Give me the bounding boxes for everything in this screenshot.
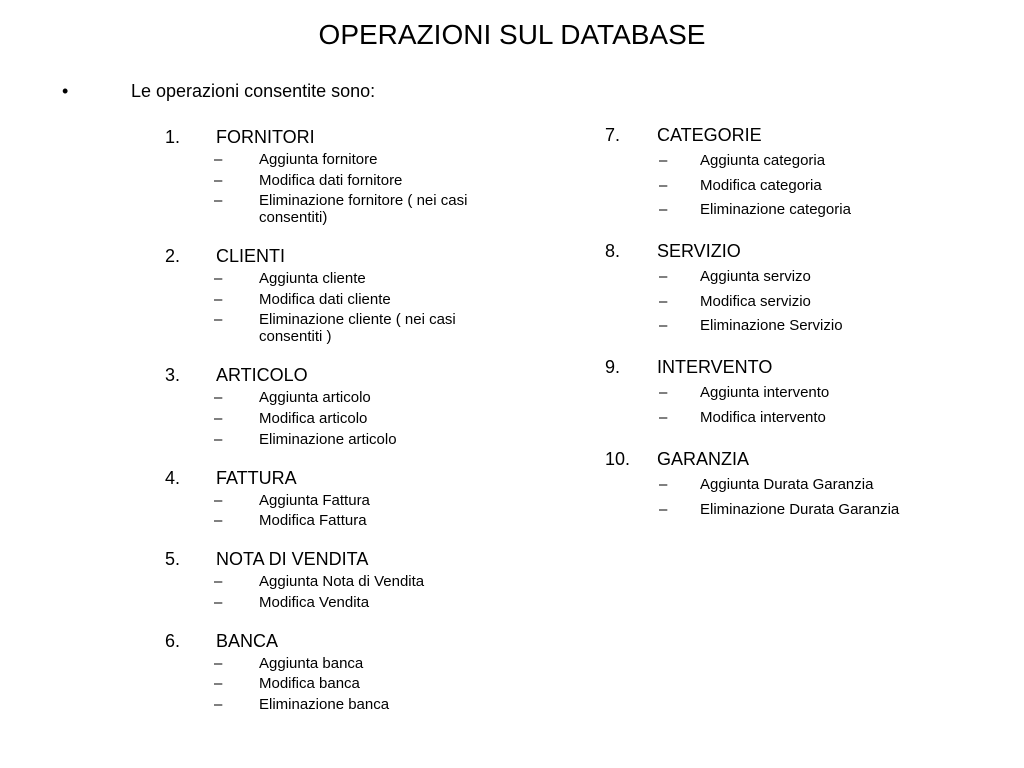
operation-section bbox=[165, 630, 525, 713]
list-item-text: Modifica categoria bbox=[700, 176, 822, 194]
section-heading bbox=[605, 124, 1005, 146]
dash-bullet: – bbox=[214, 512, 223, 530]
operation-section bbox=[605, 448, 1005, 518]
section-heading bbox=[605, 448, 1005, 470]
list-item-text: Eliminazione Durata Garanzia bbox=[700, 500, 900, 518]
operation-list bbox=[165, 573, 525, 611]
dash-bullet: – bbox=[659, 201, 668, 219]
list-item-text: Aggiunta Nota di Vendita bbox=[259, 573, 425, 591]
operation-section bbox=[605, 240, 1005, 334]
section-number: 2. bbox=[165, 246, 181, 267]
intro-line bbox=[0, 80, 600, 104]
list-item bbox=[165, 291, 525, 308]
section-label: FORNITORI bbox=[216, 127, 315, 147]
section-label: NOTA DI VENDITA bbox=[216, 549, 369, 570]
section-label: CATEGORIE bbox=[657, 125, 762, 145]
section-number: 7. bbox=[605, 125, 621, 145]
list-item-text: Modifica dati cliente bbox=[259, 290, 391, 308]
list-item bbox=[165, 573, 525, 590]
list-item bbox=[165, 192, 525, 226]
list-item bbox=[165, 410, 525, 427]
list-item bbox=[165, 512, 525, 529]
dash-bullet: – bbox=[659, 500, 668, 518]
list-item-text: Modifica Vendita bbox=[259, 593, 370, 611]
operation-list bbox=[165, 270, 525, 345]
list-item-text: Aggiunta Fattura bbox=[259, 491, 370, 509]
operation-list bbox=[605, 476, 1005, 518]
dash-bullet: – bbox=[214, 573, 223, 591]
list-item bbox=[165, 151, 525, 168]
section-number: 4. bbox=[165, 467, 181, 488]
list-item-text: Aggiunta servizo bbox=[700, 268, 811, 286]
dash-bullet: – bbox=[214, 409, 223, 427]
section-heading bbox=[165, 245, 525, 267]
section-label: FATTURA bbox=[216, 467, 297, 488]
intro-text: Le operazioni consentite sono: bbox=[131, 81, 376, 101]
dash-bullet: – bbox=[214, 675, 223, 693]
list-item bbox=[165, 696, 525, 713]
list-item bbox=[165, 431, 525, 448]
section-heading bbox=[605, 240, 1005, 262]
list-item bbox=[165, 594, 525, 611]
left-column bbox=[165, 126, 525, 732]
section-label: ARTICOLO bbox=[216, 365, 308, 386]
dash-bullet: – bbox=[214, 192, 223, 210]
section-heading bbox=[165, 548, 525, 570]
list-item-text: Eliminazione articolo bbox=[259, 430, 397, 448]
operation-section bbox=[165, 245, 525, 345]
section-number: 1. bbox=[165, 127, 181, 147]
list-item bbox=[605, 293, 1005, 310]
dash-bullet: – bbox=[214, 151, 223, 168]
operation-list bbox=[605, 384, 1005, 426]
dash-bullet: – bbox=[214, 695, 223, 713]
section-number: 6. bbox=[165, 630, 181, 651]
dash-bullet: – bbox=[214, 491, 223, 509]
dash-bullet: – bbox=[214, 270, 223, 288]
section-number: 5. bbox=[165, 549, 181, 570]
slide-title: OPERAZIONI SUL DATABASE bbox=[318, 19, 706, 50]
section-heading bbox=[165, 126, 525, 148]
list-item bbox=[605, 268, 1005, 285]
dash-bullet: – bbox=[214, 389, 223, 407]
section-number: 8. bbox=[605, 241, 621, 262]
section-label: GARANZIA bbox=[657, 448, 750, 469]
section-label: INTERVENTO bbox=[657, 357, 773, 378]
list-item-text: Aggiunta fornitore bbox=[259, 151, 378, 168]
list-item bbox=[165, 492, 525, 509]
list-item bbox=[605, 201, 1005, 218]
operation-list bbox=[165, 389, 525, 447]
list-item bbox=[165, 270, 525, 287]
operation-list bbox=[165, 492, 525, 530]
list-item bbox=[605, 476, 1005, 493]
operation-section bbox=[165, 126, 525, 226]
list-item-text: Eliminazione banca bbox=[259, 695, 390, 713]
list-item bbox=[605, 501, 1005, 518]
section-heading bbox=[165, 467, 525, 489]
operation-list bbox=[605, 268, 1005, 334]
list-item bbox=[165, 675, 525, 692]
dash-bullet: – bbox=[214, 311, 223, 329]
list-item bbox=[165, 172, 525, 189]
dash-bullet: – bbox=[659, 317, 668, 335]
list-item-text: Eliminazione categoria bbox=[700, 201, 851, 219]
operation-list bbox=[165, 655, 525, 713]
list-item bbox=[605, 384, 1005, 401]
dash-bullet: – bbox=[659, 475, 668, 493]
list-item bbox=[165, 389, 525, 406]
list-item-text: Aggiunta cliente bbox=[259, 270, 366, 288]
section-label: SERVIZIO bbox=[657, 241, 741, 262]
list-item bbox=[605, 177, 1005, 194]
list-item-text: Modifica Fattura bbox=[259, 512, 367, 530]
list-item-text: Modifica intervento bbox=[700, 408, 826, 426]
dash-bullet: – bbox=[214, 290, 223, 308]
dash-bullet: – bbox=[214, 593, 223, 611]
list-item-text: Modifica dati fornitore bbox=[259, 171, 403, 189]
section-label: CLIENTI bbox=[216, 246, 286, 267]
list-item-text: Aggiunta intervento bbox=[700, 384, 830, 402]
list-item bbox=[605, 152, 1005, 169]
dash-bullet: – bbox=[214, 430, 223, 448]
dash-bullet: – bbox=[659, 408, 668, 426]
dash-bullet: – bbox=[659, 384, 668, 402]
dash-bullet: – bbox=[214, 654, 223, 672]
list-item-text: Modifica articolo bbox=[259, 409, 368, 427]
dash-bullet: – bbox=[214, 171, 223, 189]
list-item-text: Eliminazione cliente ( nei casi consentiti ) bbox=[259, 311, 456, 346]
operation-section bbox=[165, 548, 525, 611]
operation-list bbox=[605, 152, 1005, 218]
list-item-text: Modifica banca bbox=[259, 675, 360, 693]
dash-bullet: – bbox=[659, 292, 668, 310]
section-number: 10. bbox=[605, 448, 631, 469]
section-label: BANCA bbox=[216, 630, 279, 651]
list-item-text: Aggiunta Durata Garanzia bbox=[700, 475, 874, 493]
section-heading bbox=[165, 364, 525, 386]
operation-list bbox=[165, 151, 525, 226]
right-column bbox=[605, 124, 1005, 540]
list-item-text: Aggiunta articolo bbox=[259, 389, 371, 407]
section-number: 3. bbox=[165, 365, 181, 386]
list-item-text: Eliminazione Servizio bbox=[700, 317, 843, 335]
list-item-text: Eliminazione fornitore ( nei casi consentiti) bbox=[259, 192, 468, 227]
dash-bullet: – bbox=[659, 268, 668, 286]
bullet-icon: • bbox=[62, 81, 69, 101]
list-item bbox=[165, 655, 525, 672]
operation-section bbox=[605, 124, 1005, 218]
operation-section bbox=[605, 356, 1005, 426]
operation-section bbox=[165, 467, 525, 530]
section-heading bbox=[165, 630, 525, 652]
list-item-text: Modifica servizio bbox=[700, 292, 811, 310]
section-number: 9. bbox=[605, 357, 621, 378]
list-item bbox=[165, 311, 525, 345]
list-item-text: Aggiunta banca bbox=[259, 654, 364, 672]
list-item bbox=[605, 409, 1005, 426]
list-item bbox=[605, 317, 1005, 334]
dash-bullet: – bbox=[659, 176, 668, 194]
list-item-text: Aggiunta categoria bbox=[700, 152, 826, 169]
section-heading bbox=[605, 356, 1005, 378]
dash-bullet: – bbox=[659, 152, 668, 169]
operation-section bbox=[165, 364, 525, 447]
